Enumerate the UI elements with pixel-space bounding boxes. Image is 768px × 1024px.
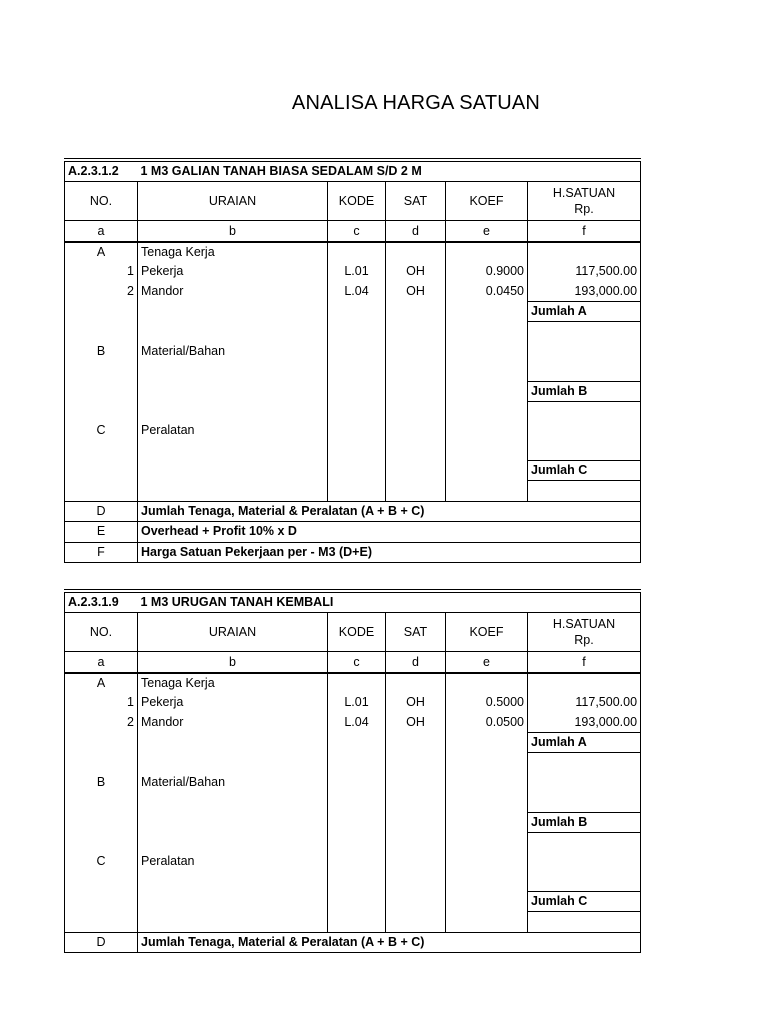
table-row bbox=[65, 401, 641, 421]
column-letter-row bbox=[65, 221, 641, 242]
section-letter: C bbox=[65, 852, 138, 871]
section-label: Material/Bahan bbox=[138, 773, 328, 792]
item-sat: OH bbox=[386, 693, 446, 712]
table-row bbox=[65, 282, 641, 302]
total-row bbox=[65, 522, 641, 542]
table-row bbox=[65, 673, 641, 693]
col-letter: d bbox=[386, 221, 446, 242]
total-letter: E bbox=[65, 522, 138, 542]
section-letter: C bbox=[65, 421, 138, 440]
table-row bbox=[65, 832, 641, 852]
item-kode: L.04 bbox=[328, 713, 386, 733]
table-row bbox=[65, 301, 641, 321]
col-letter: b bbox=[138, 221, 328, 242]
total-label: Jumlah Tenaga, Material & Peralatan (A + B + C) bbox=[138, 501, 641, 521]
table-row bbox=[65, 753, 641, 773]
header-kode: KODE bbox=[328, 182, 386, 221]
sum-c-label: Jumlah C bbox=[528, 461, 641, 481]
total-letter: F bbox=[65, 542, 138, 562]
header-no: NO. bbox=[65, 182, 138, 221]
sum-b-label: Jumlah B bbox=[528, 812, 641, 832]
total-label: Overhead + Profit 10% x D bbox=[138, 522, 641, 542]
col-letter: e bbox=[446, 652, 528, 673]
table-row bbox=[65, 732, 641, 752]
work-item-name: 1 M3 GALIAN TANAH BIASA SEDALAM S/D 2 M bbox=[138, 160, 641, 182]
item-kode: L.01 bbox=[328, 693, 386, 712]
col-letter: d bbox=[386, 652, 446, 673]
table-row bbox=[65, 322, 641, 342]
col-letter: b bbox=[138, 652, 328, 673]
table-row bbox=[65, 342, 641, 361]
total-row bbox=[65, 501, 641, 521]
total-row bbox=[65, 542, 641, 562]
table-row bbox=[65, 262, 641, 281]
table-row bbox=[65, 792, 641, 812]
item-harga: 117,500.00 bbox=[528, 262, 641, 281]
header-hsatuan-unit: Rp. bbox=[574, 633, 594, 648]
work-item-code: A.2.3.1.2 bbox=[65, 160, 138, 182]
col-letter: f bbox=[528, 221, 641, 242]
col-letter: f bbox=[528, 652, 641, 673]
analysis-table-urugan bbox=[64, 589, 641, 953]
table-header-row bbox=[65, 182, 641, 221]
table-row bbox=[65, 461, 641, 481]
table-row bbox=[65, 441, 641, 461]
item-koef: 0.9000 bbox=[446, 262, 528, 281]
item-sat: OH bbox=[386, 262, 446, 281]
sum-b-label: Jumlah B bbox=[528, 381, 641, 401]
col-letter: c bbox=[328, 221, 386, 242]
item-sat: OH bbox=[386, 713, 446, 733]
total-letter: D bbox=[65, 932, 138, 952]
item-kode: L.01 bbox=[328, 262, 386, 281]
header-uraian: URAIAN bbox=[138, 613, 328, 652]
header-kode: KODE bbox=[328, 613, 386, 652]
item-uraian: Pekerja bbox=[138, 262, 328, 281]
total-label: Harga Satuan Pekerjaan per - M3 (D+E) bbox=[138, 542, 641, 562]
analysis-table-galian bbox=[64, 158, 641, 563]
table-code-row bbox=[65, 160, 641, 182]
total-label: Jumlah Tenaga, Material & Peralatan (A + B + C) bbox=[138, 932, 641, 952]
item-no: 2 bbox=[65, 282, 138, 302]
table-code-row bbox=[65, 591, 641, 613]
table-row bbox=[65, 481, 641, 501]
col-letter: e bbox=[446, 221, 528, 242]
header-hsatuan-unit: Rp. bbox=[574, 202, 594, 217]
item-no: 1 bbox=[65, 262, 138, 281]
header-sat: SAT bbox=[386, 613, 446, 652]
table-row bbox=[65, 421, 641, 440]
section-letter: B bbox=[65, 342, 138, 361]
header-uraian: URAIAN bbox=[138, 182, 328, 221]
section-label: Tenaga Kerja bbox=[138, 673, 328, 693]
item-uraian: Mandor bbox=[138, 713, 328, 733]
column-letter-row bbox=[65, 652, 641, 673]
header-koef: KOEF bbox=[446, 613, 528, 652]
total-row bbox=[65, 932, 641, 952]
header-hsatuan bbox=[528, 182, 641, 221]
section-label: Material/Bahan bbox=[138, 342, 328, 361]
table-row bbox=[65, 852, 641, 871]
section-label: Peralatan bbox=[138, 421, 328, 440]
sum-a-label: Jumlah A bbox=[528, 301, 641, 321]
sum-a-label: Jumlah A bbox=[528, 732, 641, 752]
page-title: ANALISA HARGA SATUAN bbox=[291, 92, 541, 114]
table-row bbox=[65, 872, 641, 892]
item-no: 2 bbox=[65, 713, 138, 733]
section-label: Peralatan bbox=[138, 852, 328, 871]
table-row bbox=[65, 812, 641, 832]
section-letter: A bbox=[65, 673, 138, 693]
table-row bbox=[65, 381, 641, 401]
item-koef: 0.0450 bbox=[446, 282, 528, 302]
total-letter: D bbox=[65, 501, 138, 521]
table-row bbox=[65, 693, 641, 712]
item-no: 1 bbox=[65, 693, 138, 712]
item-uraian: Pekerja bbox=[138, 693, 328, 712]
header-hsatuan-label: H.SATUAN bbox=[552, 617, 616, 632]
table-row bbox=[65, 713, 641, 733]
table-row bbox=[65, 892, 641, 912]
table-row bbox=[65, 912, 641, 932]
header-no: NO. bbox=[65, 613, 138, 652]
item-koef: 0.5000 bbox=[446, 693, 528, 712]
header-hsatuan-label: H.SATUAN bbox=[552, 186, 616, 201]
work-item-name: 1 M3 URUGAN TANAH KEMBALI bbox=[138, 591, 641, 613]
item-harga: 193,000.00 bbox=[528, 282, 641, 302]
col-letter: a bbox=[65, 652, 138, 673]
work-item-code: A.2.3.1.9 bbox=[65, 591, 138, 613]
header-sat: SAT bbox=[386, 182, 446, 221]
item-sat: OH bbox=[386, 282, 446, 302]
section-letter: A bbox=[65, 242, 138, 262]
table-row bbox=[65, 773, 641, 792]
section-letter: B bbox=[65, 773, 138, 792]
table-row bbox=[65, 242, 641, 262]
sum-c-label: Jumlah C bbox=[528, 892, 641, 912]
item-uraian: Mandor bbox=[138, 282, 328, 302]
item-harga: 117,500.00 bbox=[528, 693, 641, 712]
section-label: Tenaga Kerja bbox=[138, 242, 328, 262]
header-hsatuan bbox=[528, 613, 641, 652]
item-harga: 193,000.00 bbox=[528, 713, 641, 733]
item-koef: 0.0500 bbox=[446, 713, 528, 733]
table-header-row bbox=[65, 613, 641, 652]
header-koef: KOEF bbox=[446, 182, 528, 221]
item-kode: L.04 bbox=[328, 282, 386, 302]
table-row bbox=[65, 361, 641, 381]
col-letter: a bbox=[65, 221, 138, 242]
col-letter: c bbox=[328, 652, 386, 673]
